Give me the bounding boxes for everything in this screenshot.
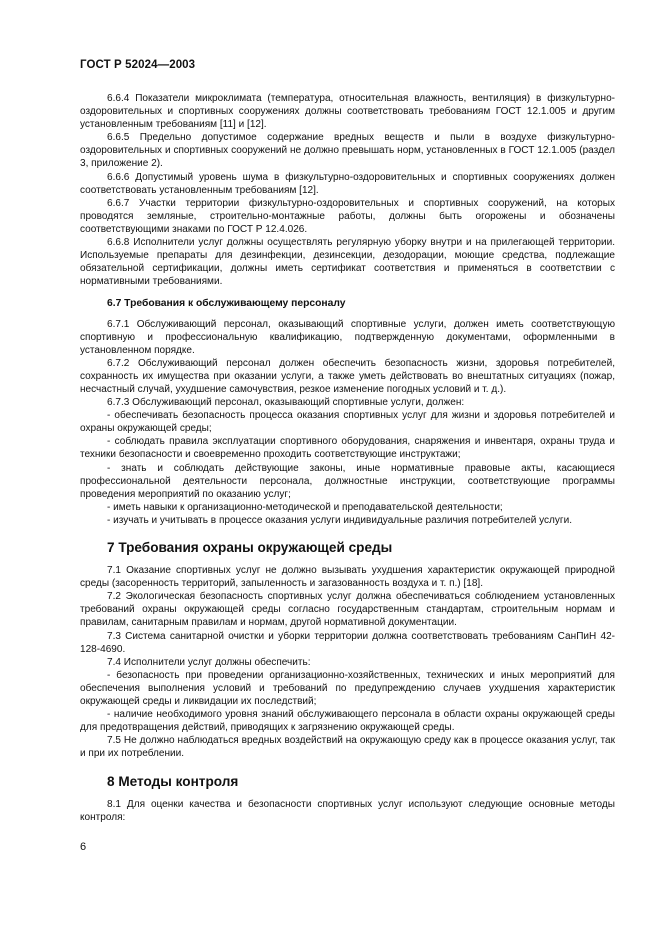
paragraph-7-3: 7.3 Система санитарной очистки и уборки территории должна соответствовать требованиям СанПиН 42-128-4690. [80,630,615,655]
list-item: - обеспечивать безопасность процесса оказания спортивных услуг для жизни и здоровья потребителей и охраны окружающей среды; [80,410,615,435]
heading-section-8: 8 Методы контроля [107,773,239,789]
paragraph-6-7-2: 6.7.2 Обслуживающий персонал должен обеспечить безопасность жизни, здоровья потребителей, сохранность их имущества при оказании услуги, а также уметь действовать во внештатных ситуациях (пожар, несчастный случай, ухудшение самочувствия, резкое изменение погодных условий и т. д.). [80,357,615,395]
paragraph-6-6-7: 6.6.7 Участки территории физкультурно-оздоровительных и спортивных сооружений, на которых проводятся земляные, строительно-монтажные работы, должны быть огорожены и обозначены соответствующими знаками по ГОСТ Р 12.4.026. [80,197,615,235]
list-item: - наличие необходимого уровня знаний обслуживающего персонала в области охраны окружающей среды для предотвращения действий, приводящих к загрязнению окружающей среды. [80,709,615,734]
paragraph-6-6-6: 6.6.6 Допустимый уровень шума в физкультурно-оздоровительных и спортивных сооружениях должен соответствовать установленным требованиям [12]. [80,171,615,196]
paragraph-6-6-4: 6.6.4 Показатели микроклимата (температура, относительная влажность, вентиляция) в физкультурно-оздоровительных и спортивных сооружениях должны соответствовать требованиям ГОСТ 12.1.005 и другим установленным требованиям [11] и [12]. [80,93,615,131]
list-item: - безопасность при проведении организационно-хозяйственных, технических и иных мероприятий для обеспечения выполнения условий и требований по предупреждению случаев ухудшения характеристик окружающей среды и ликвидации их последствий; [80,669,615,708]
paragraph-6-7-3: 6.7.3 Обслуживающий персонал, оказывающий спортивные услуги, должен: [107,397,465,409]
paragraph-7-2: 7.2 Экологическая безопасность спортивных услуг должна обеспечиваться соблюдением установленных требований охраны окружающей среды согласно государственным стандартам, строительным нормам и правилам, санитарным правилам и нормам, другой нормативной документации. [80,591,615,629]
paragraph-7-5: 7.5 Не должно наблюдаться вредных воздействий на окружающую среду как в процессе оказания услуг, так и при их потреблении. [80,735,615,760]
list-item: - иметь навыки к организационно-методической и преподавательской деятельности; [107,501,503,513]
page-number: 6 [80,841,87,853]
document-header: ГОСТ Р 52024—2003 [80,59,196,71]
heading-section-7: 7 Требования охраны окружающей среды [107,540,393,555]
list-item: - изучать и учитывать в процессе оказания услуги индивидуальные различия потребителей услуги. [107,514,572,526]
paragraph-6-6-8: 6.6.8 Исполнители услуг должны осуществлять регулярную уборку внутри и на прилегающей территории. Используемые препараты для дезинфекции, дезинсекции, дезодорации, моющие средства, подлежащие обязательной сертификации, должны иметь сертификат соответствия и применяться в соответствии с нормативными требованиями. [80,237,615,288]
heading-6-7: 6.7 Требования к обслуживающему персоналу [107,298,346,310]
list-item: - знать и соблюдать действующие законы, иные нормативные правовые акты, касающиеся профессиональной деятельности персонала, должностные инструкции, соответствующие программы проведения мероприятий по оказанию услуг; [80,462,615,500]
paragraph-8-1: 8.1 Для оценки качества и безопасности спортивных услуг используют следующие основные методы контроля: [80,798,615,823]
document-body [80,92,615,824]
paragraph-6-7-1: 6.7.1 Обслуживающий персонал, оказывающий спортивные услуги, должен иметь соответствующую спортивную и профессиональную квалификацию, подтвержденную документами, оформленными в установленном порядке. [80,318,615,356]
paragraph-7-1: 7.1 Оказание спортивных услуг не должно вызывать ухудшения характеристик окружающей природной среды (засоренность территорий, запыленность и загазованность воздуха и т. п.) [18]. [80,565,615,590]
paragraph-7-4: 7.4 Исполнители услуг должны обеспечить: [107,656,311,668]
paragraph-6-6-5: 6.6.5 Предельно допустимое содержание вредных веществ и пыли в воздухе физкультурно-оздоровительных и спортивных сооружений не должно превышать норм, установленных в ГОСТ 12.1.005 (раздел 3, приложение 2). [80,132,615,170]
list-item: - соблюдать правила эксплуатации спортивного оборудования, снаряжения и инвентаря, охраны труда и техники безопасности и своевременно проходить соответствующие инструктажи; [80,436,615,461]
